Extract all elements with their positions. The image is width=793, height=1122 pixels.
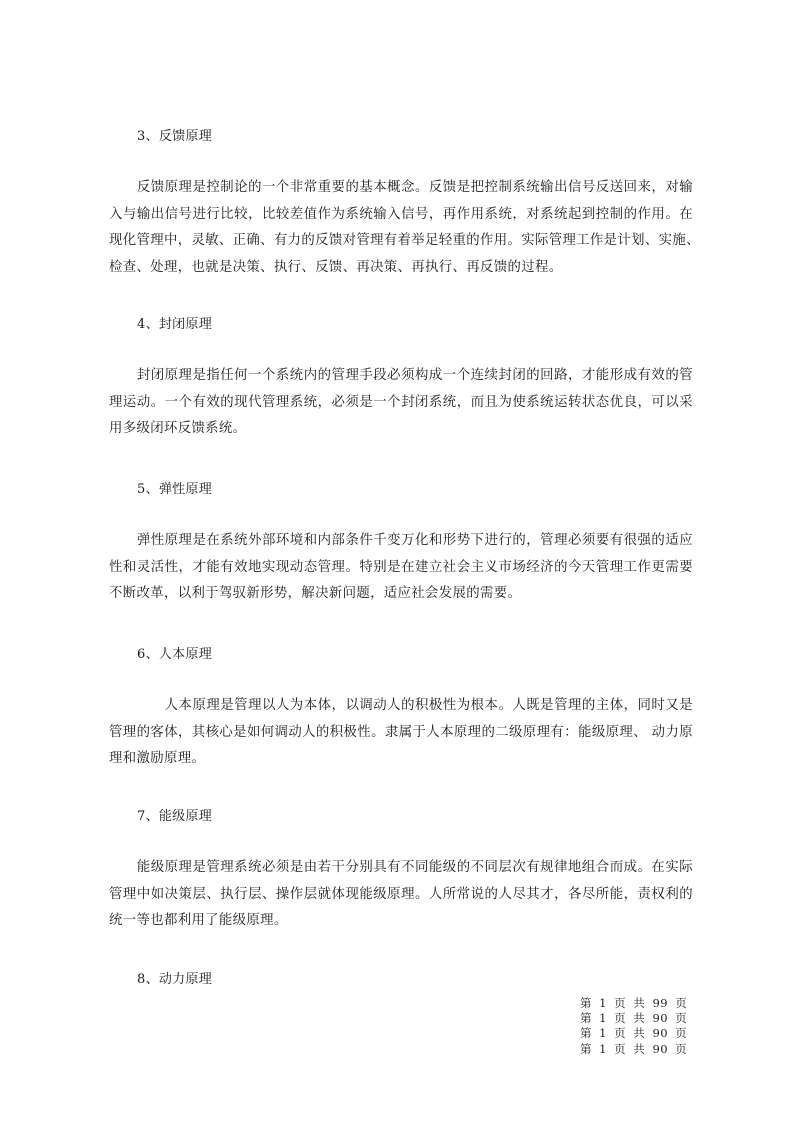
- section-heading-energy-level: 7、能级原理: [137, 809, 213, 824]
- section-heading-elasticity: 5、弹性原理: [137, 482, 213, 497]
- section-paragraph-human-oriented: [109, 693, 693, 773]
- section-paragraph-feedback: [109, 175, 700, 281]
- paragraph-line: 统一等也都利用了能级原理。: [109, 913, 288, 928]
- section-paragraph-energy-level: [109, 855, 693, 935]
- paragraph-line: 检查、处理，也就是决策、执行、反馈、再决策、再执行、再反馈的过程。: [109, 259, 563, 275]
- section-paragraph-closure: [109, 363, 693, 443]
- paragraph-line: 现化管理中，灵敏、正确、有力的反馈对管理有着举足轻重的作用。实际管理工作是计划、实施、: [109, 233, 700, 248]
- paragraph-line: 管理中如决策层、执行层、操作层就体现能级原理。人所常说的人尽其才，各尽所能，责权利的: [109, 886, 693, 902]
- paragraph-line: 性和灵活性，才能有效地实现动态管理。特别是在建立社会主义市场经济的今天管理工作更需要: [109, 559, 693, 575]
- paragraph-line: 入与输出信号进行比较，比较差值作为系统输入信号，再作用系统，对系统起到控制的作用。在: [109, 206, 693, 222]
- paragraph-line: 人本原理是管理以人为本体，以调动人的积极性为根本。人既是管理的主体，同时又是: [109, 698, 693, 713]
- page-footer: [580, 996, 687, 1057]
- paragraph-line: 理和激励原理。: [109, 751, 206, 766]
- paragraph-line: 管理的客体，其核心是如何调动人的积极性。隶属于人本原理的二级原理有：能级原理、 动力原: [109, 724, 693, 740]
- page-number: 第 1 页 共 90 页: [580, 1011, 688, 1026]
- section-heading-closure: 4、封闭原理: [137, 317, 213, 332]
- paragraph-line: 理运动。一个有效的现代管理系统，必须是一个封闭系统，而且为使系统运转状态优良，可以采: [109, 394, 693, 410]
- page-number: 第 1 页 共 90 页: [580, 1026, 688, 1041]
- paragraph-line: 反馈原理是控制论的一个非常重要的基本概念。反馈是把控制系统输出信号反送回来，对输: [109, 180, 693, 195]
- section-heading-feedback: 3、反馈原理: [137, 129, 213, 144]
- section-heading-human-oriented: 6、人本原理: [137, 647, 213, 662]
- paragraph-line: 封闭原理是指任何一个系统内的管理手段必须构成一个连续封闭的回路，才能形成有效的管: [109, 368, 693, 383]
- paragraph-line: 能级原理是管理系统必须是由若干分别具有不同能级的不同层次有规律地组合而成。在实际: [109, 860, 693, 875]
- section-paragraph-elasticity: [109, 528, 693, 608]
- page-number: 第 1 页 共 90 页: [580, 1041, 688, 1056]
- page-number: 第 1 页 共 99 页: [580, 996, 688, 1010]
- paragraph-line: 不断改革，以利于驾驭新形势，解决新问题，适应社会发展的需要。: [109, 586, 522, 601]
- section-heading-motivation: 8、动力原理: [137, 972, 213, 987]
- paragraph-line: 弹性原理是在系统外部环境和内部条件千变万化和形势下进行的，管理必须要有很强的适应: [109, 533, 693, 548]
- paragraph-line: 用多级闭环反馈系统。: [109, 421, 247, 436]
